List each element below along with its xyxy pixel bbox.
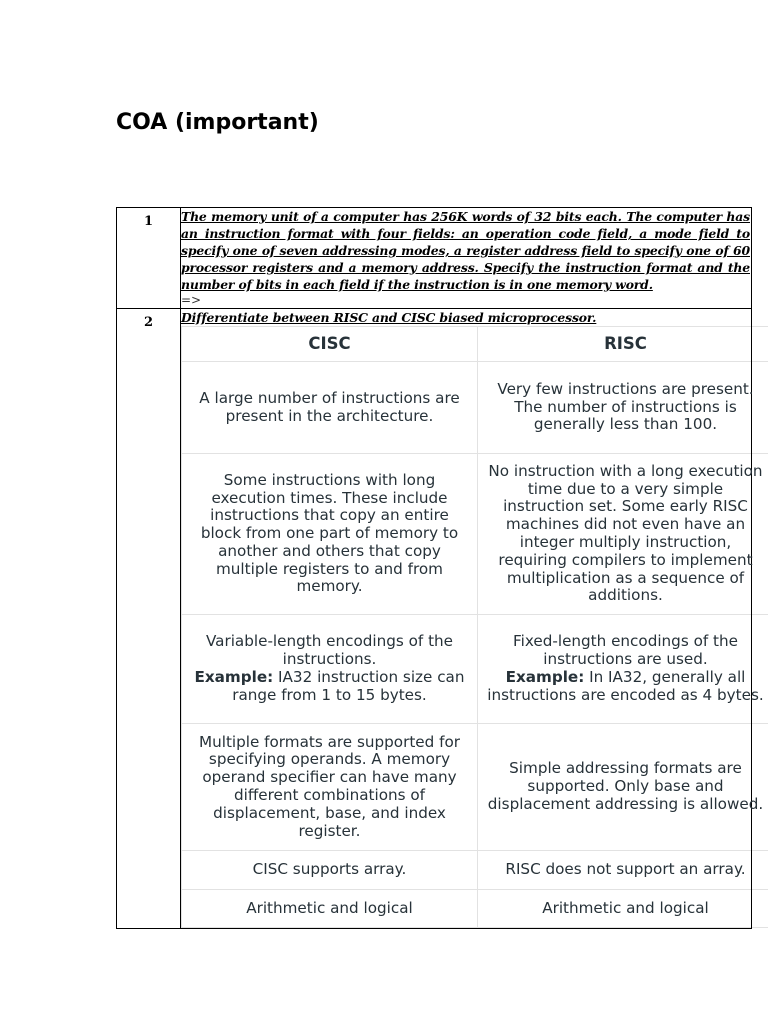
cisc-cell: Arithmetic and logical — [182, 890, 478, 928]
risc-cell: Very few instructions are present. The number of instructions is generally less than 100. — [478, 362, 768, 454]
example-text: In IA32, generally all instructions are encoded as 4 bytes. — [487, 668, 764, 704]
table-row — [182, 851, 768, 890]
table-row — [182, 890, 768, 928]
questions-table — [116, 207, 764, 929]
table-row — [182, 615, 768, 724]
question-row-2 — [117, 309, 752, 929]
cisc-cell: CISC supports array. — [182, 851, 478, 890]
table-row — [182, 362, 768, 454]
table-row — [182, 454, 768, 615]
document-title: COA (important) — [116, 110, 319, 135]
cisc-cell: Some instructions with long execution times. These include instructions that copy an entire block from one part of memory to another and others that copy multiple registers to and from memory. — [182, 454, 478, 615]
risc-cell: Simple addressing formats are supported. Only base and displacement addressing is allowed. — [478, 724, 768, 851]
header-cisc: CISC — [182, 327, 478, 362]
cell-text: Variable-length encodings of the instructions. — [205, 632, 454, 669]
example-text: IA32 instruction size can range from 1 to 15 bytes. — [232, 668, 465, 704]
cisc-cell: Multiple formats are supported for specifying operands. A memory operand specifier can have many different combinations of displacement, base, and index register. — [182, 724, 478, 851]
example-label: Example: — [194, 668, 274, 686]
question-text: The memory unit of a computer has 256K words of 32 bits each. The computer has an instruction format with four fields: an operation code field, a mode field to specify one of seven addressing modes, a register address field to specify one of 60 processor registers and a memory address. Specify the instruction format and the number of bits in each field if the instruction is in one memory word. — [181, 209, 750, 292]
question-content — [181, 208, 752, 309]
header-risc: RISC — [478, 327, 768, 362]
risc-cell — [478, 615, 768, 724]
risc-cell: RISC does not support an array. — [478, 851, 768, 890]
example-label: Example: — [505, 668, 585, 686]
question-row-1 — [117, 208, 752, 309]
question-number: 2 — [117, 309, 181, 929]
question-text: Differentiate between RISC and CISC biased microprocessor. — [181, 310, 597, 325]
cisc-cell — [182, 615, 478, 724]
risc-cell: Arithmetic and logical — [478, 890, 768, 928]
cell-text: Fixed-length encodings of the instructions are used. — [513, 632, 738, 669]
answer-marker: => — [181, 293, 202, 307]
question-content — [181, 309, 764, 929]
comparison-table — [181, 326, 768, 928]
cisc-cell: A large number of instructions are present in the architecture. — [182, 362, 478, 454]
table-row — [182, 724, 768, 851]
comparison-header-row — [182, 327, 768, 362]
risc-cell: No instruction with a long execution time due to a very simple instruction set. Some early RISC machines did not even have an integer multiply instruction, requiring compilers to implement multiplication as a sequence of additions. — [478, 454, 768, 615]
question-number: 1 — [117, 208, 181, 309]
